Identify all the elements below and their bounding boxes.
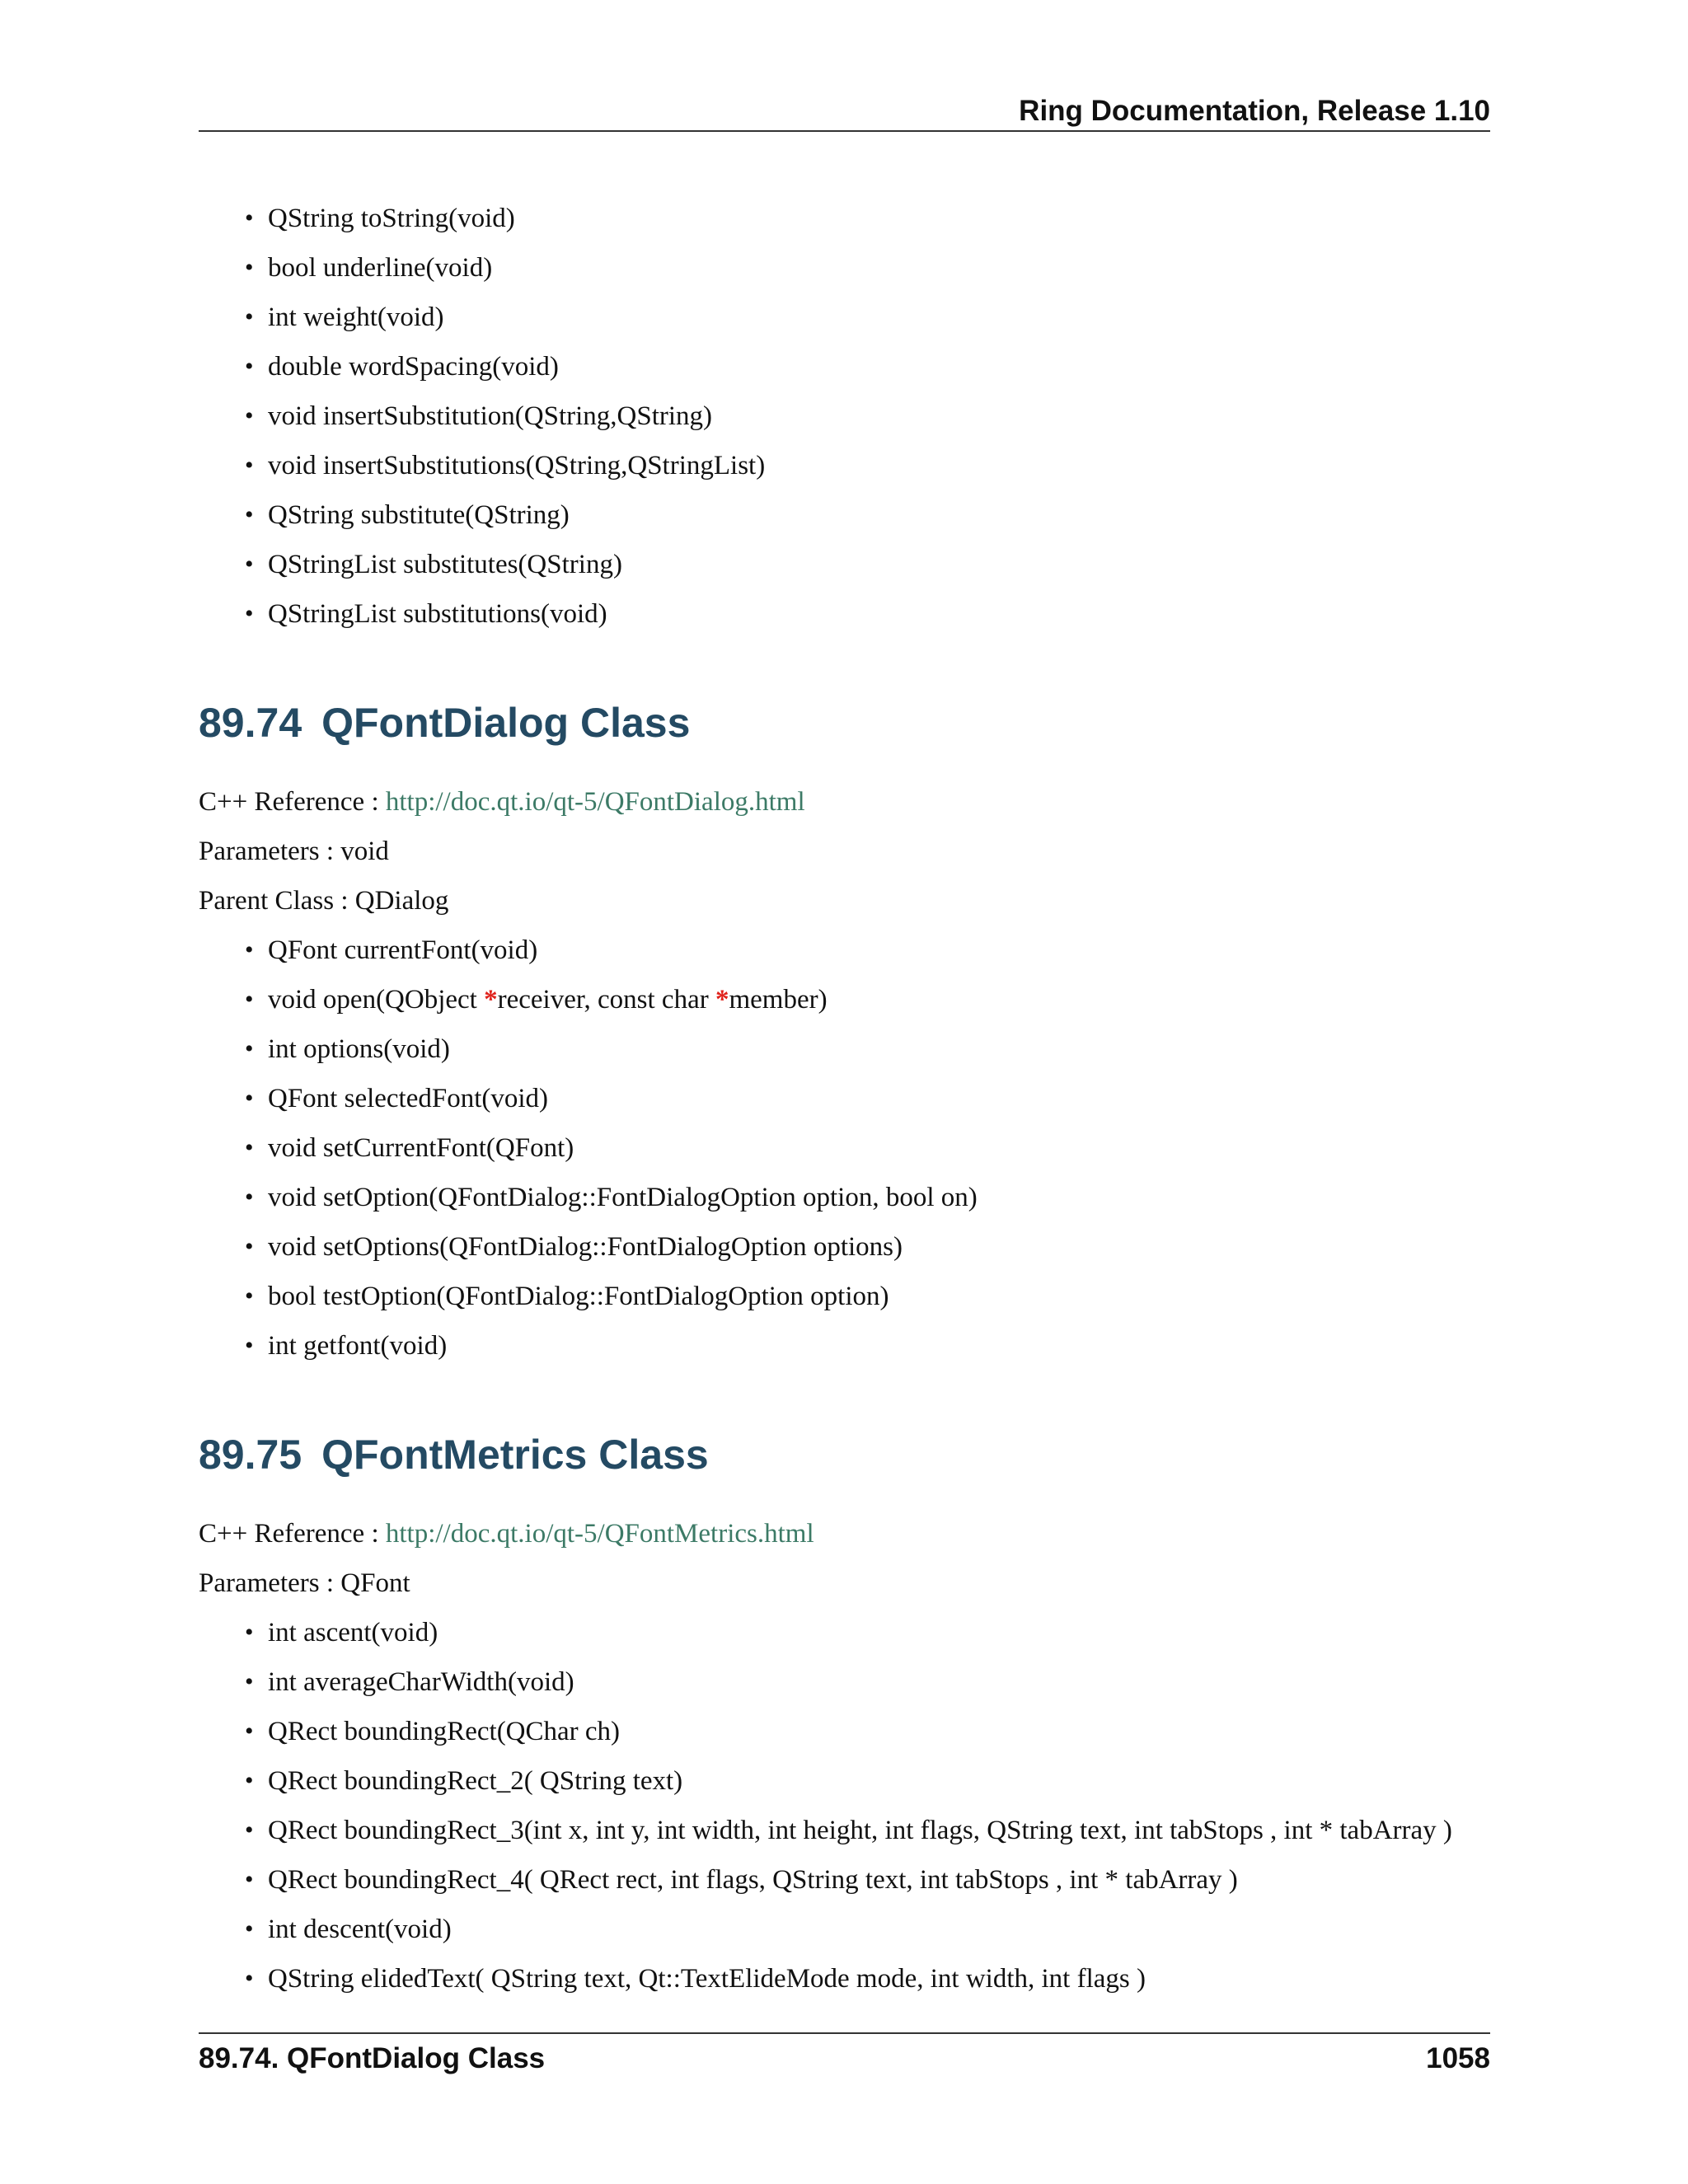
parameters-line: Parameters : QFont bbox=[199, 1568, 410, 1598]
bullet-icon: • bbox=[245, 1332, 254, 1359]
list-item bbox=[199, 441, 1490, 490]
method-signature: QFont selectedFont(void) bbox=[268, 1084, 549, 1113]
method-signature: int weight(void) bbox=[268, 302, 444, 332]
method-signature: QRect boundingRect(QChar ch) bbox=[268, 1717, 621, 1746]
bullet-icon: • bbox=[245, 1767, 254, 1794]
method-signature: void insertSubstitution(QString,QString) bbox=[268, 401, 713, 431]
list-item bbox=[199, 1321, 1490, 1371]
list-item bbox=[199, 540, 1490, 589]
method-signature: bool underline(void) bbox=[268, 253, 493, 283]
method-signature-open bbox=[268, 985, 828, 1015]
method-signature: QRect boundingRect_4( QRect rect, int flags, QString text, int tabStops , int * tabArray ) bbox=[268, 1865, 1238, 1895]
running-header: Ring Documentation, Release 1.10 bbox=[199, 92, 1490, 132]
bullet-icon: • bbox=[245, 1915, 254, 1943]
method-signature: double wordSpacing(void) bbox=[268, 352, 559, 382]
bullet-icon: • bbox=[245, 501, 254, 528]
parameters-line: Parameters : void bbox=[199, 837, 389, 866]
list-item bbox=[199, 1806, 1490, 1855]
list-item bbox=[199, 1173, 1490, 1222]
method-signature: void setOption(QFontDialog::FontDialogOption option, bool on) bbox=[268, 1183, 978, 1212]
bullet-icon: • bbox=[245, 1866, 254, 1893]
method-signature: QStringList substitutions(void) bbox=[268, 599, 607, 629]
bullet-icon: • bbox=[245, 1668, 254, 1695]
method-signature: int descent(void) bbox=[268, 1915, 452, 1944]
bullet-icon: • bbox=[245, 986, 254, 1013]
list-item bbox=[199, 1272, 1490, 1321]
bullet-icon: • bbox=[245, 1134, 254, 1161]
cpp-reference bbox=[199, 1509, 1490, 1558]
list-item bbox=[199, 926, 1490, 975]
list-item bbox=[199, 1905, 1490, 1954]
reference-link[interactable]: http://doc.qt.io/qt-5/QFontDialog.html bbox=[385, 787, 805, 817]
list-item bbox=[199, 1707, 1490, 1756]
list-item bbox=[199, 243, 1490, 293]
bullet-icon: • bbox=[245, 452, 254, 479]
bullet-icon: • bbox=[245, 936, 254, 963]
method-text: void open(QObject bbox=[268, 985, 485, 1015]
bullet-icon: • bbox=[245, 1619, 254, 1646]
list-item bbox=[199, 1074, 1490, 1123]
section-number: 89.74 bbox=[199, 700, 302, 746]
list-item bbox=[199, 1657, 1490, 1707]
list-item bbox=[199, 342, 1490, 391]
asterisk-marker: * bbox=[484, 985, 498, 1015]
page-content bbox=[199, 194, 1490, 2004]
method-signature: bool testOption(QFontDialog::FontDialogOption option) bbox=[268, 1282, 889, 1311]
footer-section-title: 89.74. QFontDialog Class bbox=[199, 2042, 546, 2074]
method-text: member) bbox=[729, 985, 828, 1015]
list-item bbox=[199, 1855, 1490, 1905]
cpp-reference bbox=[199, 777, 1490, 827]
bullet-icon: • bbox=[245, 600, 254, 627]
reference-link[interactable]: http://doc.qt.io/qt-5/QFontMetrics.html bbox=[385, 1519, 814, 1549]
bullet-icon: • bbox=[245, 1035, 254, 1062]
bullet-icon: • bbox=[245, 204, 254, 232]
list-item bbox=[199, 1123, 1490, 1173]
method-signature: void setOptions(QFontDialog::FontDialogOption options) bbox=[268, 1232, 903, 1262]
bullet-icon: • bbox=[245, 353, 254, 380]
list-item bbox=[199, 1222, 1490, 1272]
qfontdialog-method-list bbox=[199, 926, 1490, 1371]
method-signature: int ascent(void) bbox=[268, 1618, 438, 1647]
reference-label: C++ Reference : bbox=[199, 1519, 386, 1549]
bullet-icon: • bbox=[245, 402, 254, 429]
section-heading-qfontdialog bbox=[199, 695, 1490, 751]
section-number: 89.75 bbox=[199, 1432, 302, 1478]
method-signature: int getfont(void) bbox=[268, 1331, 448, 1361]
method-signature: void insertSubstitutions(QString,QStringList) bbox=[268, 451, 766, 480]
list-item bbox=[199, 194, 1490, 243]
method-signature: int options(void) bbox=[268, 1034, 450, 1064]
bullet-icon: • bbox=[245, 1718, 254, 1745]
method-signature: QString elidedText( QString text, Qt::TextElideMode mode, int width, int flags ) bbox=[268, 1964, 1146, 1994]
bullet-icon: • bbox=[245, 303, 254, 330]
list-item bbox=[199, 1756, 1490, 1806]
method-text: receiver, const char bbox=[497, 985, 715, 1015]
method-signature: QString toString(void) bbox=[268, 204, 515, 233]
list-item bbox=[199, 1024, 1490, 1074]
bullet-icon: • bbox=[245, 1233, 254, 1260]
running-footer bbox=[199, 2032, 1490, 2083]
bullet-icon: • bbox=[245, 254, 254, 281]
list-item bbox=[199, 1608, 1490, 1657]
method-signature: QRect boundingRect_3(int x, int y, int width, int height, int flags, QString text, int tabStops , int * tabArray ) bbox=[268, 1816, 1452, 1845]
reference-label: C++ Reference : bbox=[199, 787, 386, 817]
list-item bbox=[199, 490, 1490, 540]
method-signature: QFont currentFont(void) bbox=[268, 935, 538, 965]
asterisk-marker: * bbox=[715, 985, 729, 1015]
list-item bbox=[199, 975, 1490, 1024]
list-item bbox=[199, 293, 1490, 342]
section-heading-qfontmetrics bbox=[199, 1427, 1490, 1483]
qfontmetrics-method-list bbox=[199, 1608, 1490, 2004]
section-title: QFontMetrics Class bbox=[321, 1432, 709, 1478]
method-signature: void setCurrentFont(QFont) bbox=[268, 1133, 574, 1163]
bullet-icon: • bbox=[245, 1965, 254, 1992]
parent-class-line: Parent Class : QDialog bbox=[199, 886, 449, 916]
bullet-icon: • bbox=[245, 1183, 254, 1211]
bullet-icon: • bbox=[245, 1282, 254, 1310]
method-signature: int averageCharWidth(void) bbox=[268, 1667, 574, 1697]
list-item bbox=[199, 1954, 1490, 2004]
bullet-icon: • bbox=[245, 1816, 254, 1844]
method-signature: QString substitute(QString) bbox=[268, 500, 570, 530]
list-item bbox=[199, 589, 1490, 639]
method-signature: QStringList substitutes(QString) bbox=[268, 550, 622, 579]
method-signature: QRect boundingRect_2( QString text) bbox=[268, 1766, 683, 1796]
prev-section-method-list bbox=[199, 194, 1490, 639]
bullet-icon: • bbox=[245, 551, 254, 578]
list-item bbox=[199, 391, 1490, 441]
page-number: 1058 bbox=[1426, 2042, 1490, 2074]
section-title: QFontDialog Class bbox=[321, 700, 691, 746]
bullet-icon: • bbox=[245, 1085, 254, 1112]
